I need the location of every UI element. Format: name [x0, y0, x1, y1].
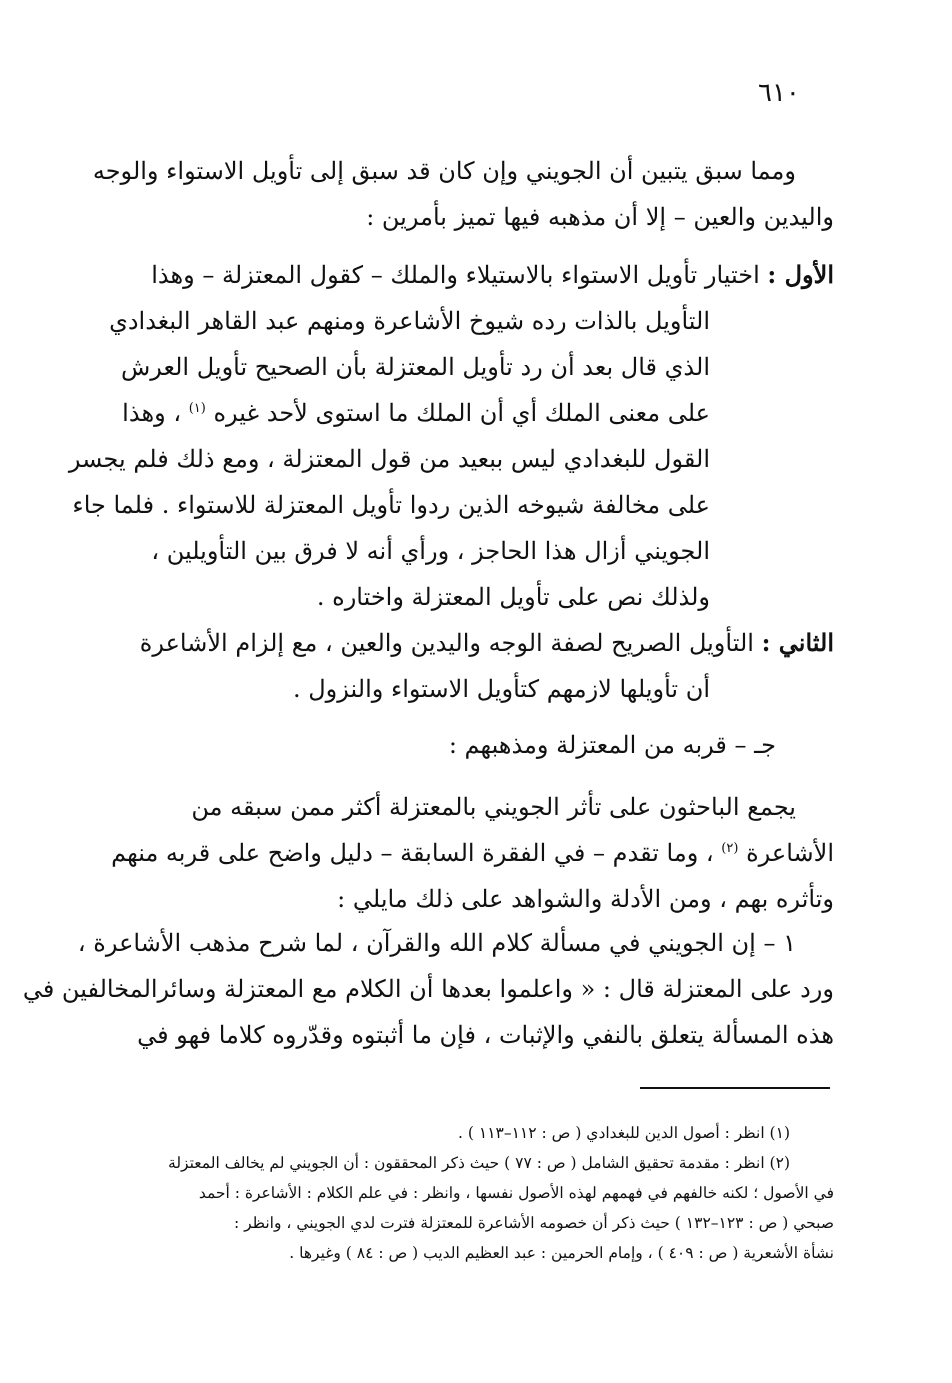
- text-line: واليدين والعين – إلا أن مذهبه فيها تميز بأمرين :: [366, 203, 834, 231]
- text-line: على مخالفة شيوخه الذين ردوا تأويل المعتزلة للاستواء . فلما جاء: [72, 491, 710, 519]
- text-line: [122, 390, 834, 436]
- text-line: [111, 830, 834, 876]
- text-line: وتأثره بهم ، ومن الأدلة والشواهد على ذلك مايلي :: [337, 885, 834, 913]
- footnote-continuation: في الأصول ؛ لكنه خالفهم في فهمهم لهذه الأصول نفسها ، وانظر : في علم الكلام : الأشاعرة : أحمد: [198, 1184, 834, 1202]
- text-line-part: ، وهذا: [122, 399, 182, 427]
- footnote-continuation: صبحي ( ص : ١٢٣–١٣٢ ) حيث ذكر أن خصومه الأشاعرة للمعتزلة فترت لدي الجويني ، وانظر :: [233, 1214, 834, 1232]
- footnote-divider: [640, 1087, 830, 1089]
- text-line: القول للبغدادي ليس ببعيد من قول المعتزلة ، ومع ذلك فلم يجسر: [68, 445, 710, 473]
- text-line: ومما سبق يتبين أن الجويني وإن كان قد سبق إلى تأويل الاستواء والوجه: [92, 157, 796, 185]
- paragraph: [111, 784, 834, 922]
- footnote-continuation: نشأة الأشعرية ( ص : ٤٠٩ ) ، وإمام الحرمين : عبد العظيم الديب ( ص : ٨٤ ) وغيرها .: [289, 1244, 834, 1262]
- text-line-part: على معنى الملك أي أن الملك ما استوى لأحد غيره: [213, 399, 710, 427]
- text-line: [128, 620, 834, 666]
- text-line: التأويل بالذات رده شيوخ الأشاعرة ومنهم عبد القاهر البغدادي: [109, 307, 710, 335]
- text-line: ورد على المعتزلة قال : « واعلموا بعدها أن الكلام مع المعتزلة وسائرالمخالفين في: [22, 975, 834, 1003]
- text-line: الذي قال بعد أن رد تأويل المعتزلة بأن الصحيح تأويل العرش: [120, 353, 710, 381]
- second-point-label: الثاني :: [761, 628, 834, 657]
- text-line-part: الأشاعرة: [746, 839, 834, 867]
- second-point-text: التأويل الصريح لصفة الوجه واليدين والعين ، مع إلزام الأشاعرة: [139, 629, 754, 657]
- footnote-marker: (١): [188, 401, 206, 416]
- text-line: أن تأويلها لازمهم كتأويل الاستواء والنزول .: [292, 675, 710, 703]
- text-line: الجويني أزال هذا الحاجز ، ورأي أنه لا فرق بين التأويلين ،: [151, 537, 710, 565]
- section-heading: جـ – قربه من المعتزلة ومذهبهم :: [448, 731, 776, 759]
- first-point-label: الأول :: [767, 260, 834, 289]
- text-line: يجمع الباحثون على تأثر الجويني بالمعتزلة أكثر ممن سبقه من: [191, 793, 796, 821]
- text-line: ولذلك نص على تأويل المعتزلة واختاره .: [316, 583, 710, 611]
- text-line: [128, 252, 834, 298]
- text-line-part: ، وما تقدم – في الفقرة السابقة – دليل واضح على قربه منهم: [111, 839, 714, 867]
- text-line: هذه المسألة يتعلق بالنفي والإثبات ، فإن ما أثبتوه وقدّروه كلاما فهو في: [137, 1021, 834, 1049]
- text-line: ١ – إن الجويني في مسألة كلام الله والقرآن ، لما شرح مذهب الأشاعرة ،: [77, 929, 796, 957]
- page-number: ٦١٠: [758, 78, 800, 108]
- footnotes: [128, 1118, 834, 1268]
- first-point: [68, 252, 834, 620]
- footnote: (١) انظر : أصول الدين للبغدادي ( ص : ١١٢–١١٣ ) .: [458, 1124, 790, 1142]
- footnote-marker: (٢): [721, 841, 739, 856]
- paragraph: [22, 920, 834, 1058]
- intro-paragraph: [92, 148, 834, 240]
- footnote: (٢) انظر : مقدمة تحقيق الشامل ( ص : ٧٧ ) حيث ذكر المحققون : أن الجويني لم يخالف المعتزلة: [168, 1154, 790, 1172]
- first-point-text: اختيار تأويل الاستواء بالاستيلاء والملك – كقول المعتزلة – وهذا: [151, 261, 760, 289]
- second-point: [128, 620, 834, 712]
